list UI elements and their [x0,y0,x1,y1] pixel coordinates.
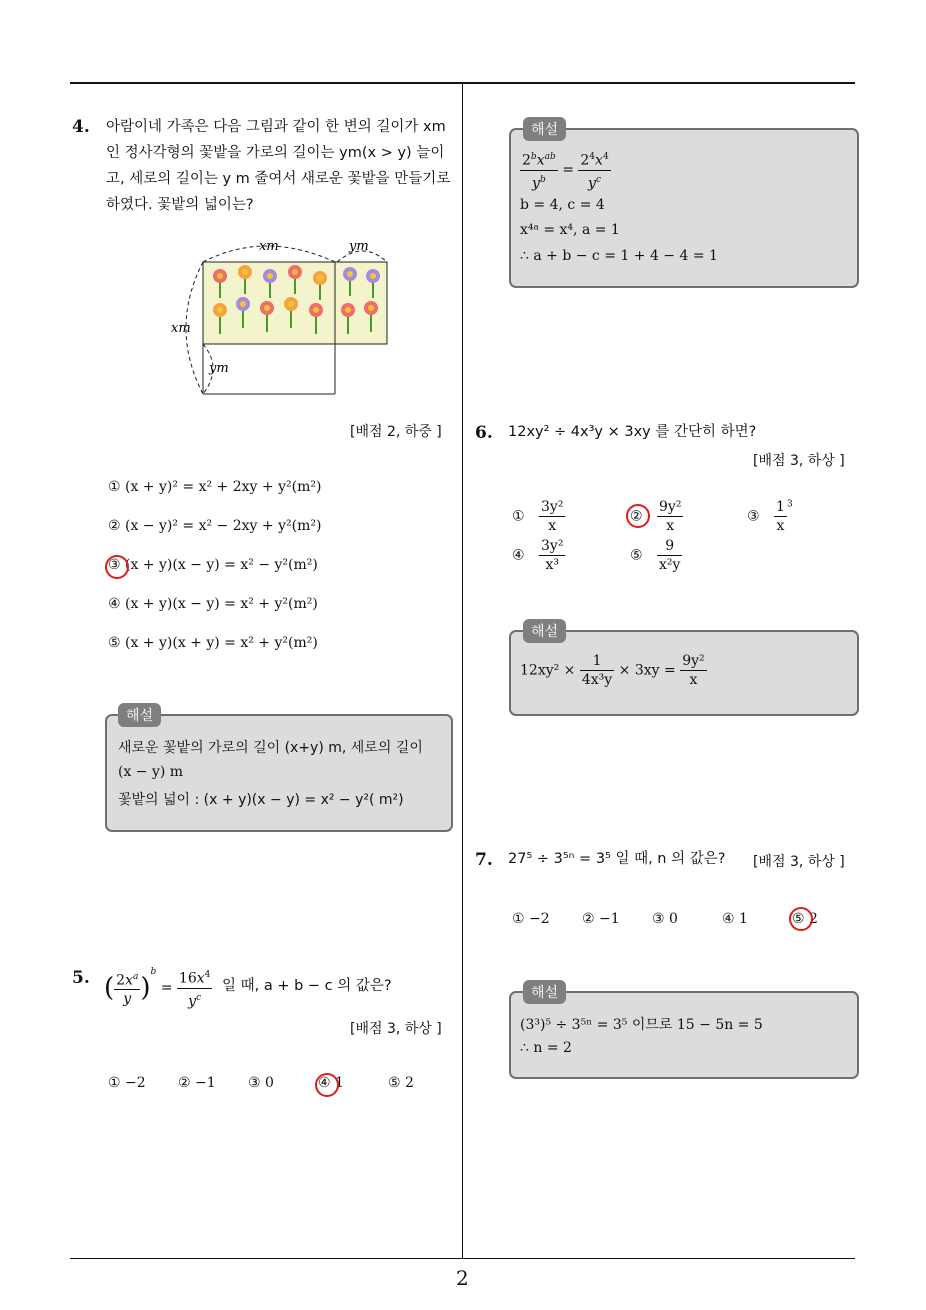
page-number: 2 [456,1266,469,1290]
q7-score: [배점 3, 하상 ] [753,854,845,870]
q4-choice-3[interactable]: ③ (x + y)(x − y) = x² − y²(m²) [108,557,318,573]
q6-choice-5[interactable] [630,537,682,574]
q5-choice-3[interactable]: ③ 0 [248,1075,274,1091]
q6-solution-left: 12xy² × [520,662,576,679]
q7-solution-line-1: (3³)⁵ ÷ 3⁵ⁿ = 3⁵ 이므로 15 − 5n = 5 [520,1017,763,1033]
q6-choice-4[interactable] [512,537,565,574]
q4-choice-5[interactable]: ⑤ (x + y)(x + y) = x² + y²(m²) [108,635,318,651]
q6-choice-4-mark: ④ [512,547,525,564]
q6-solution-frac1-den: 4x³y [581,672,613,688]
q6-choice-5-den: x²y [659,557,681,573]
q5-choice-1[interactable]: ① −2 [108,1075,146,1091]
q6-solution-frac1-num: 1 [580,652,614,671]
q7-choice-2[interactable]: ② −1 [582,911,620,927]
q6-choice-1-num: 3y² [541,499,564,515]
q4-solution-line-2: (x − y) m [118,764,184,780]
q5-number: 5. [72,968,90,988]
q6-choice-3-den: x [776,518,785,534]
q7-choice-4[interactable]: ④ 1 [722,911,748,927]
q4-answer-circle [105,555,129,579]
q4-choice-1[interactable]: ① (x + y)² = x² + 2xy + y²(m²) [108,479,322,495]
q4-choice-2[interactable]: ② (x − y)² = x² − 2xy + y²(m²) [108,518,322,534]
q4-solution-line-1: 새로운 꽃밭의 가로의 길이 (x+y) m, 세로의 길이 [118,740,423,756]
q4-solution-line-3: 꽃밭의 넓이 : (x + y)(x − y) = x² − y²( m²) [118,792,404,808]
q6-text: 12xy² ÷ 4x³y × 3xy 를 간단히 하면? [508,424,757,440]
q5-solution-line-4: ∴ a + b − c = 1 + 4 − 4 = 1 [520,248,718,264]
bottom-rule [70,1258,855,1259]
q7-text: 27⁵ ÷ 3⁵ⁿ = 3⁵ 일 때, n 의 값은? [508,851,726,867]
q6-solution-frac2-den: x [689,672,698,688]
q5-solution-tab: 해설 [523,117,566,141]
q6-choice-1[interactable] [512,498,565,535]
q6-choice-1-den: x [548,518,557,534]
q6-choice-3-sup: 3 [786,499,793,510]
q5-equation: ( $\frac{2x^a}{y}$ )$^b$ = $\frac{16x^4}{y^c}$ [104,967,211,1010]
q4-text-line-2: 인 정사각형의 꽃밭을 가로의 길이는 ym(x > y) 늘이 [106,145,445,161]
q6-choice-1-mark: ① [512,508,525,525]
q7-number: 7. [475,850,493,870]
q5-question-suffix: 일 때, a + b − c 의 값은? [222,978,392,994]
q6-answer-circle [626,504,650,528]
q6-solution-tab: 해설 [523,619,566,643]
q5-solution-line-3: x⁴ᵃ = x⁴, a = 1 [520,222,620,238]
q5-answer-circle [315,1073,339,1097]
q6-choice-2-num: 9y² [659,499,682,515]
q7-solution-tab: 해설 [523,980,566,1004]
q7-choice-3[interactable]: ③ 0 [652,911,678,927]
q4-score: [배점 2, 하중 ] [350,424,442,440]
q6-choice-3-mark: ③ [747,508,760,525]
q7-answer-circle [789,907,813,931]
q5-score: [배점 3, 하상 ] [350,1021,442,1037]
q4-text-line-1: 아람이네 가족은 다음 그림과 같이 한 변의 길이가 xm [106,119,446,135]
q5-solution-line-1: $\frac{2^bx^{ab}}{y^b}$ = $\frac{2^4x^4}{y^c}$ [520,148,611,192]
column-divider [462,84,463,1259]
q5-choice-5[interactable]: ⑤ 2 [388,1075,414,1091]
q6-choice-4-den: x³ [545,557,559,573]
q6-choice-3-num: 1 [776,499,785,515]
q4-text-line-4: 하였다. 꽃밭의 넓이는? [106,197,254,213]
q7-solution-box [509,991,859,1079]
label-left-y: ym [209,361,229,376]
q4-solution-tab: 해설 [118,703,161,727]
label-top-y: ym [349,239,369,254]
q7-choice-1[interactable]: ① −2 [512,911,550,927]
q6-choice-4-num: 3y² [541,538,564,554]
q6-choice-3[interactable] [747,498,793,535]
q6-number: 6. [475,423,493,443]
flowerbed-figure [165,232,395,402]
q4-number: 4. [72,117,90,137]
q6-solution-mid: × 3xy = [618,662,676,679]
q6-solution-line [520,652,707,689]
q4-text-line-3: 고, 세로의 길이는 y m 줄여서 새로운 꽃밭을 만들기로 [106,171,451,187]
q6-score: [배점 3, 하상 ] [753,453,845,469]
label-left-x: xm [171,321,191,336]
q6-choice-2-mark: ② [630,508,643,525]
q6-choice-5-num: 9 [657,537,682,556]
label-top-x: xm [259,239,279,254]
q5-choice-4[interactable]: ④ 1 [318,1075,344,1091]
q5-choice-2[interactable]: ② −1 [178,1075,216,1091]
q7-choice-5[interactable]: ⑤ 2 [792,911,818,927]
q6-choice-2-den: x [666,518,675,534]
q5-solution-line-2: b = 4, c = 4 [520,197,605,213]
q4-choice-4[interactable]: ④ (x + y)(x − y) = x² + y²(m²) [108,596,318,612]
q6-solution-frac2-num: 9y² [682,653,705,669]
q7-solution-line-2: ∴ n = 2 [520,1040,572,1056]
q6-choice-5-mark: ⑤ [630,547,643,564]
